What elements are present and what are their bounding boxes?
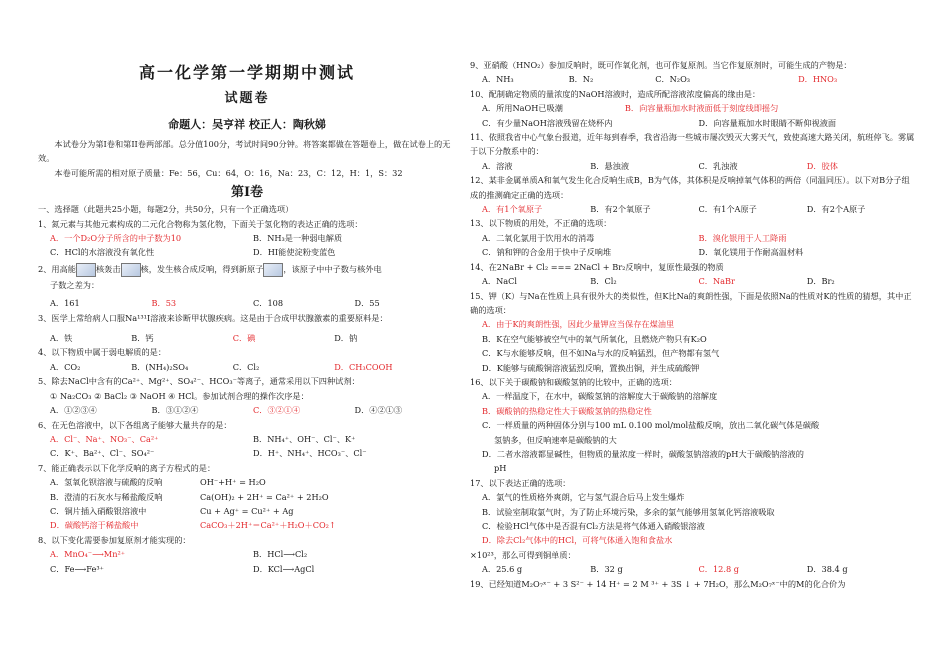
q9-option-d: D．HNO₃ — [798, 74, 838, 85]
q14-option-a: A．NaCl — [482, 276, 518, 287]
q1-option-c: C．HCl的水溶液没有氧化性 — [50, 247, 155, 258]
q9-option-a: A．NH₃ — [482, 74, 514, 85]
q11-options — [470, 159, 915, 173]
nuclide-image-2 — [121, 263, 141, 277]
question-7: 7、能正确表示以下化学反响的离子方程式的是： — [38, 462, 216, 473]
q7-option-a-row — [38, 475, 456, 489]
q4-options — [38, 360, 456, 374]
q10-option-d: D．向容量瓶加水时眼睛不断仰视液面 — [698, 117, 837, 128]
q5-option-a: A．①②③④ — [50, 405, 97, 416]
q7-option-b-row — [38, 490, 456, 504]
q1-options-row1 — [38, 231, 456, 245]
q15-option-b: B．K在空气能够被空气中的氧气所氧化，且燃烧产物只有K₂O — [482, 333, 707, 344]
q18-option-a: A．25.6 g — [482, 564, 523, 575]
q16-option-a: A．一样温度下，在水中，碳酸氢钠的溶解度大于碳酸钠的溶解度 — [482, 391, 718, 402]
q1-option-d: D．HI能使淀粉变蓝色 — [253, 247, 336, 258]
nuclide-image-1 — [76, 263, 96, 277]
q12-option-b: B．有2个氧原子 — [590, 204, 651, 215]
q12-option-c: C．有1个A原子 — [698, 204, 757, 215]
q3-options — [38, 331, 456, 345]
q10-options-row2 — [470, 116, 915, 130]
q8-option-c: C．Fe⟶Fe³⁺ — [50, 563, 104, 574]
q7-option-d-row — [38, 518, 456, 532]
q4-option-b: B．(NH₄)₂SO₄ — [131, 361, 189, 372]
q7-option-c-eq: Cu + Ag⁺ = Cu²⁺ + Ag — [200, 505, 294, 516]
q15-option-d: D．K能够与硫酸铜溶液猛烈反响，置换出铜，并生成硫酸钾 — [482, 362, 700, 373]
question-14: 14、在2NaBr + Cl₂ === 2NaCl + Br₂反响中，复原性最强的物质 — [470, 261, 724, 272]
q10-options-row1 — [470, 101, 915, 115]
q17-option-b: B．试验室制取氯气时，为了防止环境污染，多余的氯气能够用氢氧化钙溶液吸取 — [482, 506, 775, 517]
q5-options — [38, 403, 456, 417]
question-16: 16、以下关于碳酸钠和碳酸氢钠的比较中，正确的选项： — [470, 376, 677, 387]
q6-option-a: A．Cl⁻、Na⁺、NO₃⁻、Ca²⁺ — [50, 433, 159, 444]
intro-paragraph-2: 本卷可能所需的相对原子质量：Fe：56，Cu：64，O：16，Na：23，C：12，H：1，S：32 — [54, 167, 403, 178]
exam-authors: 命题人：吴亨祥 校正人：陶秋娣 — [168, 118, 326, 131]
q13-option-d: D．氧化镁用于作耐高温材料 — [698, 247, 804, 258]
question-2 — [38, 260, 456, 278]
q3-option-c: C．碘 — [232, 333, 256, 344]
section-heading: 第Ⅰ卷 — [230, 185, 264, 201]
q7-option-d: D．碳酸钙溶于稀盐酸中 — [50, 520, 139, 531]
q2-text-3: 核，发生核合成反响，得到新原子 — [140, 263, 264, 274]
q10-option-b: B．向容量瓶加水时液面低于刻度线即摇匀 — [624, 103, 779, 114]
question-17: 17、以下表达正确的选项： — [470, 477, 571, 488]
nuclide-image-3 — [263, 263, 283, 277]
q11-option-d: D．胶体 — [806, 160, 838, 171]
q2-text-1: 2、用高能 — [38, 263, 76, 274]
question-1: 1、氮元素与其他元素构成的二元化合物称为氢化物，下面关于氢化物的表达正确的选项： — [38, 218, 363, 229]
q15-option-c: C．K与水能够反响，但不如Na与水的反响猛烈，但产物都有氢气 — [482, 348, 720, 359]
q12-option-a: A．有1个氧原子 — [482, 204, 543, 215]
right-column — [470, 58, 915, 591]
q13-options-row2 — [470, 245, 915, 259]
q8-option-d: D．KCl⟶AgCl — [253, 563, 315, 574]
q2-text-5: 子数之差为： — [50, 279, 100, 290]
q2-options — [38, 296, 456, 310]
question-19: 19、已经知道M₂O₇ˣ⁻ + 3 S²⁻ + 14 H⁺ = 2 M ³⁺ + 3S ↓ + 7H₂O，那么M₂O₇ˣ⁻中的M的化合价为 — [470, 578, 846, 589]
q7-option-a-eq: OH⁻+H⁺ = H₂O — [200, 477, 266, 488]
question-4: 4、以下物质中属于弱电解质的是： — [38, 347, 167, 358]
q1-option-b: B．NH₃是一种弱电解质 — [253, 233, 343, 244]
q15-option-a: A．由于K的爽朗性强，因此少量钾应当保存在煤油里 — [482, 319, 675, 330]
q6-option-b: B．NH₄⁺、OH⁻、Cl⁻、K⁺ — [253, 433, 356, 444]
q11-option-b: B．悬浊液 — [590, 160, 630, 171]
q5-option-d: D．④②①③ — [354, 405, 403, 416]
q18-option-d: D．38.4 g — [806, 564, 848, 575]
q2-text-2: 核轰击 — [95, 263, 121, 274]
q8-option-a: A．MnO₄⁻⟶Mn²⁺ — [50, 549, 126, 560]
intro-paragraph-1: 本试卷分为第I卷和第II卷两部部。总分值100分，考试时间90分钟。将答案都做在答题卷上，做在试卷上的无效。 — [38, 139, 451, 164]
q7-option-b: B．澄清的石灰水与稀盐酸反响 — [50, 491, 163, 502]
q11-option-a: A．溶液 — [482, 160, 513, 171]
q14-option-c: C．NaBr — [698, 276, 735, 287]
q10-option-c: C．有少量NaOH溶液残留在烧杯内 — [482, 117, 613, 128]
question-10: 10、配制确定物质的量浓度的NaOH溶液时，造成所配溶液浓度偏高的缘由是： — [470, 88, 761, 99]
q14-option-d: D．Br₂ — [806, 276, 835, 287]
q17-option-d: D．除去Cl₂气体中的HCl，可将气体通入饱和食盐水 — [482, 535, 673, 546]
question-13: 13、以下物质的用处，不正确的选项： — [470, 218, 612, 229]
question-6: 6、在无色溶液中，以下各组离子能够大量共存的是： — [38, 419, 232, 430]
question-12: 12、某非金属单质A和氧气发生化合反响生成B，B为气体，其体积是反响掉氧气体积的两倍（同温同压）。以下对B分子组成的推测确定正确的选项： — [470, 175, 910, 200]
exam-title: 高一化学第一学期期中测试 — [138, 63, 355, 82]
q9-option-b: B．N₂ — [568, 74, 594, 85]
left-column — [38, 0, 456, 576]
q6-options-row2 — [38, 446, 456, 460]
q8-option-b: B．HCl⟶Cl₂ — [253, 549, 308, 560]
question-9: 9、亚硝酸（HNO₂）参加反响时，既可作氧化剂，也可作复原剂。当它作复原剂时，可能生成的产物是： — [470, 60, 852, 70]
section-note: 一、选择题（此题共25小题，每题2分，共50分，只有一个正确选项） — [38, 204, 294, 215]
q16-option-c-cont: 氢钠多，但反响速率是碳酸钠的大 — [494, 434, 617, 445]
q18-options — [470, 562, 915, 576]
q7-option-a: A．氢氧化钡溶液与硫酸的反响 — [50, 477, 163, 488]
q9-option-c: C．N₂O₃ — [655, 74, 691, 85]
q5-reagents: ① Na₂CO₃ ② BaCl₂ ③ NaOH ④ HCl。参加试剂合理的操作次序是： — [50, 390, 309, 401]
q1-option-a: A．一个D₂O分子所含的中子数为10 — [50, 233, 182, 244]
q8-options-row1 — [38, 547, 456, 561]
q12-option-d: D．有2个A原子 — [806, 204, 866, 215]
q7-option-c-row — [38, 504, 456, 518]
q13-option-a: A．二氧化氯用于饮用水的消毒 — [482, 232, 595, 243]
q16-option-c: C．一样质量的两种固体分别与100 mL 0.100 mol/mol盐酸反响，放出二氧化碳气体是碳酸 — [482, 420, 820, 431]
q17-option-a: A．氯气的性质格外爽朗，它与氢气混合后马上发生爆炸 — [482, 492, 685, 503]
q17-option-c: C．检验HCl气体中是否混有Cl₂方法是将气体通入硝酸银溶液 — [482, 521, 705, 531]
q18-option-b: B．32 g — [590, 564, 623, 575]
q13-options-row1 — [470, 231, 915, 245]
q18-option-c: C．12.8 g — [698, 564, 740, 575]
q2-option-c: C．108 — [253, 298, 284, 309]
q11-option-c: C．乳浊液 — [698, 160, 738, 171]
q6-options-row1 — [38, 432, 456, 446]
question-3: 3、医学上常给病人口服Na¹³¹I溶液来诊断甲状腺疾病。这是由于合成甲状腺激素的重要原料是： — [38, 312, 388, 323]
exam-subtitle: 试题卷 — [224, 91, 270, 106]
q4-option-d: D．CH₃COOH — [334, 361, 393, 372]
q8-options-row2 — [38, 562, 456, 576]
q3-option-d: D．钠 — [334, 333, 358, 344]
question-11: 11、依照我省中心气象台报道，近年每到春季，我省沿海一些城市屡次毁灭大雾天气，致使高速大路关闭，航班停飞。雾属于以下分散系中的： — [470, 132, 915, 157]
q2-option-b: B．53 — [151, 298, 177, 309]
q13-option-b: B．溴化银用于人工降雨 — [698, 232, 787, 243]
q2-text-4: ，该原子中中子数与核外电 — [283, 263, 382, 274]
q7-option-d-eq: CaCO₃＋2H⁺＝Ca²⁺＋H₂O＋CO₂↑ — [200, 520, 336, 531]
q1-options-row2 — [38, 245, 456, 259]
q16-option-b: B．碳酸钠的热稳定性大于碳酸氢钠的热稳定性 — [482, 405, 652, 416]
question-18: ×10²³，那么可得到铜单质： — [470, 549, 576, 560]
q5-option-b: B．③①②④ — [151, 405, 199, 416]
q5-option-c: C．③②①④ — [253, 405, 301, 416]
q9-options — [470, 72, 915, 86]
q2-option-a: A．161 — [50, 298, 80, 309]
q4-option-a: A．CO₂ — [50, 361, 81, 372]
q16-option-d-cont: pH — [494, 463, 507, 474]
q3-option-a: A．铁 — [50, 333, 73, 344]
q4-option-c: C．Cl₂ — [232, 361, 260, 372]
q7-option-b-eq: Ca(OH)₂ + 2H⁺ = Ca²⁺ + 2H₂O — [200, 491, 329, 502]
question-5: 5、除去NaCl中含有的Ca²⁺、Mg²⁺、SO₄²⁻、HCO₃⁻等离子，通常采用以下四种试剂： — [38, 376, 360, 387]
q12-options — [470, 202, 915, 216]
q7-option-c: C．铜片插入硝酸银溶液中 — [50, 505, 147, 516]
q16-option-d: D．二者水溶液都显碱性，但物质的量浓度一样时，碳酸氢钠溶液的pH大于碳酸钠溶液的 — [482, 448, 804, 459]
q2-option-d: D．55 — [354, 298, 380, 309]
q13-option-c: C．钠和钾的合金用于快中子反响堆 — [482, 247, 612, 258]
q14-options — [470, 274, 915, 288]
question-15: 15、钾（K）与Na在性质上具有很外大的类似性，但K比Na的爽朗性强，下面是依照Na的性质对K的性质的猜想，其中正确的选项： — [470, 290, 912, 315]
q10-option-a: A．所用NaOH已吸潮 — [482, 103, 563, 114]
q14-option-b: B．Cl₂ — [590, 276, 617, 287]
question-8: 8、以下变化需要参加复原剂才能实现的： — [38, 534, 191, 545]
q6-option-d: D．H⁺、NH₄⁺、HCO₃⁻、Cl⁻ — [253, 448, 367, 459]
q6-option-c: C．K⁺、Ba²⁺、Cl⁻、SO₄²⁻ — [50, 448, 155, 459]
q3-option-b: B．钙 — [131, 333, 154, 344]
